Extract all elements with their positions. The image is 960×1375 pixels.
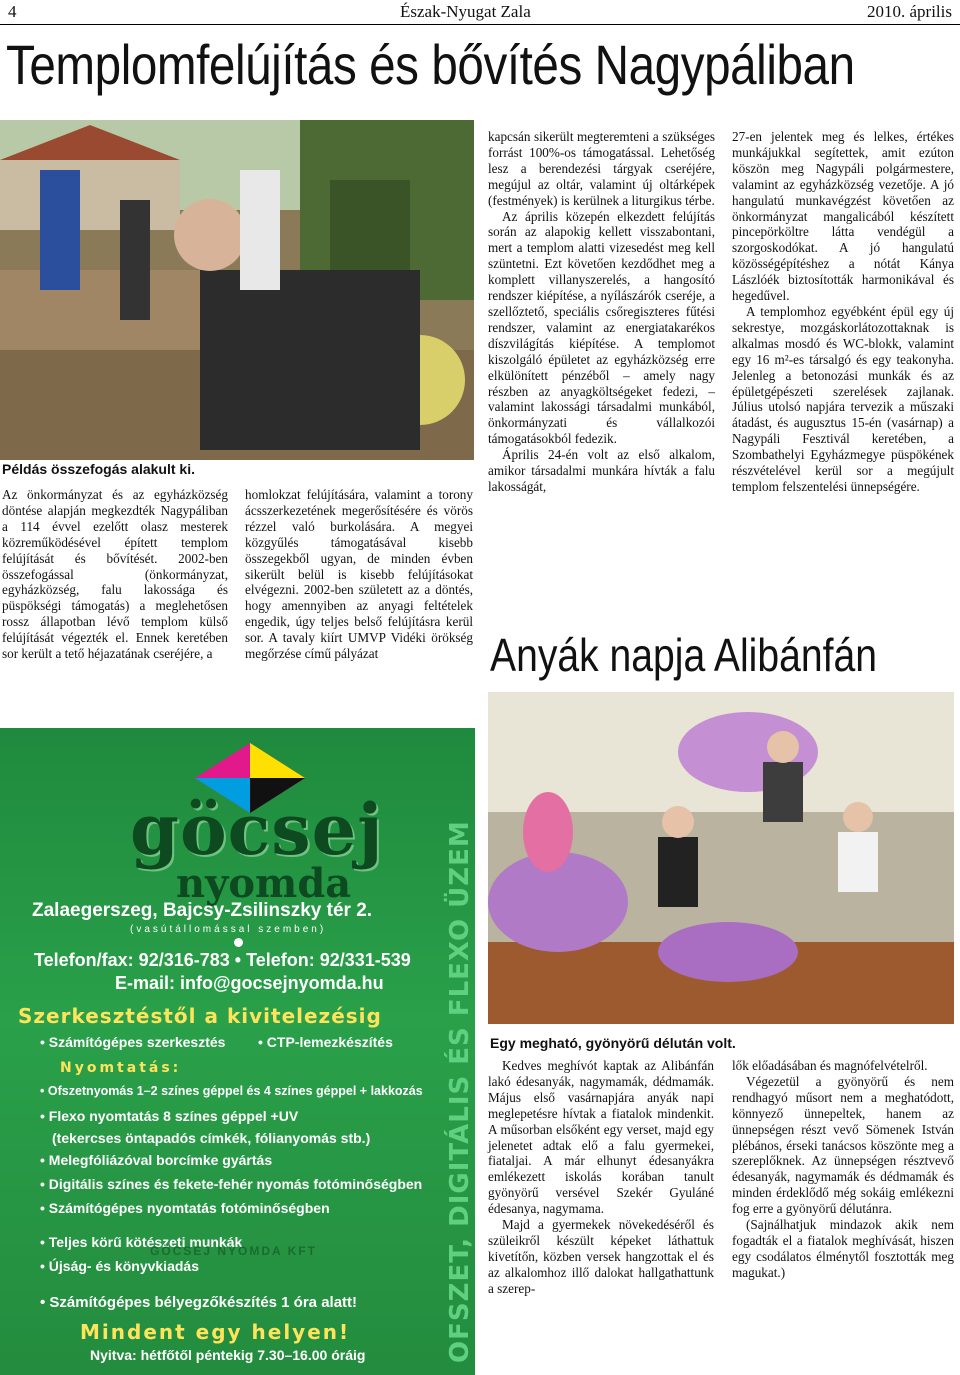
- article2-column-2: [732, 1058, 954, 1281]
- paragraph: lők előadásában és magnófelvételről.: [732, 1058, 928, 1073]
- paragraph: Végezetül a gyönyörű és nem rendhagyó műsort nem a meghatódott, könnyező ünnepeltek, hanem az ünnepségen részt vevő Sömenek István plébános, érseki tanácsos köszönte meg a szereplőknek. Az ünnepségen résztvevő édesanyák, nagymamák és dédmamák és minden érdeklődő még sokáig emlékezni fog erre a gyönyörű délutánra.: [732, 1073, 954, 1217]
- paragraph: Kedves meghívót kaptak az Alibánfán lakó édesanyák, nagymamák, dédmamák. Május első vasárnapjára anyák napi meglepetésre hívtak a fiatalok mindenkit. A műsorban elsőként egy verset, majd egy jelenetet adtak elő a falu gyermekei, fiataljai. A már elhunyt édesanyákra emlékezett iskolás korában tanult gyönyörű versével Szekér Gyuláné édesanya, nagymama.: [488, 1058, 714, 1217]
- paragraph: homlokzat felújítására, valamint a torony ácsszerkezetének megerősítésére és vörös rézzel való burkolására. A megyei közgyűlés támogatásával kisebb összegekből ugyan, de minden évben sikerült belül is kisebb felújításokat elvégezni. 2002-ben született az a döntés, hogy amennyiben az anyagi feltételek engedik, úgy teljes belső felújításra kerül sor. A tavaly kiírt UMVP Vidéki örökség megőrzése című pályázat: [245, 487, 473, 662]
- ad-slogan: Szerkesztéstől a kivitelezésig: [18, 1004, 382, 1028]
- article1-headline: Templomfelújítás és bővítés Nagypáliban: [6, 33, 855, 96]
- bullet-icon: [234, 938, 243, 947]
- paper-name: Észak-Nyugat Zala: [400, 2, 531, 21]
- paragraph: 27-en jelentek meg és lelkes, értékes munkájukkal segítettek, amit ezúton köszön meg Nagypáli polgármestere, valamint az egyházközség vezetője. A jó hangulatú munkavégzést követően az önkormányzat mangalicából készített pincepörköltre látta vendégül a szorgoskodókat. A jó hangulatú közösségépítéshez a nótát Kánya Lászlóék biztosították harmonikával és hegedűvel.: [732, 129, 954, 304]
- paragraph: Majd a gyermekek növekedéséről és szüleikről készült képeket láthattuk kivetítőn, közben versek hangzottak el és az alkalomhoz illő dalokat hallgathattunk a szerep-: [488, 1217, 714, 1296]
- ad-printing-label: Nyomtatás:: [60, 1060, 182, 1076]
- paragraph: (Sajnálhatjuk mindazok akik nem fogadták el a fiatalok meghívását, hiszen egy csodálatos élménytől fosztották meg magukat.): [732, 1217, 954, 1280]
- article1-column-3: [488, 129, 715, 495]
- paragraph: Április 24-én volt az első alkalom, amikor társadalmi munkára hívták a falu lakosságát,: [488, 447, 715, 494]
- page-number: 4: [8, 2, 17, 21]
- article2-column-1: [488, 1058, 714, 1297]
- ad-service: • Flexo nyomtatás 8 színes géppel +UV: [40, 1108, 298, 1124]
- ad-email: E-mail: info@gocsejnyomda.hu: [115, 973, 384, 993]
- ad-logo-nyomda: nyomda: [176, 860, 352, 907]
- paragraph: kapcsán sikerült megteremteni a szükséges forrást 100%-os támogatással. Lehetőség lesz a berendezési tárgyak cseréjére, megújul az oltár, valamint új oltárképek (festmények) is kerülnek a liturgikus térbe.: [488, 129, 715, 208]
- ad-logo-gocsej: göcsej: [130, 788, 384, 871]
- ad-vertical-label: OFSZET, DIGITÁLIS ÉS FLEXO ÜZEM: [445, 820, 475, 1363]
- gocsej-nyomda-ad: [0, 728, 475, 1375]
- ad-phones: Telefon/fax: 92/316-783 • Telefon: 92/331-539: [34, 950, 411, 970]
- ad-address-sub: (vasútállomással szemben): [130, 924, 327, 935]
- ad-service: • Újság- és könyvkiadás: [40, 1258, 199, 1274]
- ad-building-sign: GÖCSEJ NYOMDA KFT: [150, 1244, 317, 1258]
- ad-opening-hours: Nyitva: hétfőtől péntekig 7.30–16.00 óráig: [90, 1347, 366, 1363]
- article1-column-4: [732, 129, 954, 495]
- ad-service: • Számítógépes nyomtatás fotóminőségben: [40, 1200, 330, 1216]
- ad-service: • Számítógépes szerkesztés: [40, 1034, 225, 1050]
- ad-service: • Digitális színes és fekete-fehér nyomás fotóminőségben: [40, 1176, 422, 1192]
- ad-service: • CTP-lemezkészítés: [258, 1034, 393, 1050]
- ad-service: • Teljes körű kötészeti munkák: [40, 1234, 242, 1250]
- article1-caption: Példás összefogás alakult ki.: [2, 461, 195, 477]
- issue-date: 2010. április: [867, 2, 952, 21]
- article2-caption: Egy megható, gyönyörű délután volt.: [490, 1035, 736, 1051]
- article2-headline: Anyák napja Alibánfán: [490, 629, 877, 681]
- article1-column-2: [245, 487, 473, 662]
- ad-all-in-one: Mindent egy helyen!: [80, 1320, 351, 1344]
- paragraph: A templomhoz egyébként épül egy új sekrestye, mozgáskorlátozottaknak is alkalmas mosdó és WC-blokk, valamint egy 16 m²-es társalgó és egy teakonyha. Jelenleg a betonozási munkák és az épületgépészeti szerelések zajlanak. Július utolsó napjára tervezik a műszaki átadást, és augusztus 15-én (vasárnap) a Nagypáli Fesztivál keretében, a Szombathelyi Egyházmegye püspökének részvételével kerül sor a megújult templom felszentelési ünnepségére.: [732, 303, 954, 494]
- paragraph: Az április közepén elkezdett felújítás során az alapokig kellett visszabontani, mert a templom alatti vizesedést meg kell szüntetni. Ezt követően kezdődhet meg a komplett villanyszerelés, a hangosító rendszer kiépítése, a nyílászárók cseréje, a szellőztető, speciális csőregiszteres fűtési rendszer, valamint az energiatakarékos díszvilágítás kiépítése. A templomot kiszolgáló épületet az egyházközség erre elkülönített pénzéből – amely nagy részben az anyagköltségeket fedezi, – valamint lakossági társadalmi munkából, önkormányzati és vállalkozói támogatásokból fedezik.: [488, 208, 715, 447]
- ad-service: • Számítógépes bélyegzőkészítés 1 óra alatt!: [40, 1294, 357, 1311]
- ad-service-note: (tekercses öntapadós címkék, fólianyomás stb.): [52, 1130, 371, 1146]
- article2-photo: [488, 692, 954, 1024]
- ad-service: • Ofszetnyomás 1–2 színes géppel és 4 színes géppel + lakkozás: [40, 1084, 423, 1098]
- ad-address: Zalaegerszeg, Bajcsy-Zsilinszky tér 2.: [32, 900, 373, 921]
- ad-service: • Melegfóliázóval borcímke gyártás: [40, 1152, 272, 1168]
- article1-column-1: [2, 487, 228, 662]
- article1-photo: [0, 120, 474, 460]
- paragraph: Az önkormányzat és az egyházközség döntése alapján megkezdték Nagypáliban a 114 évvel ezelőtt olasz mesterek közreműködésével épített templom felújítását és bővítését. 2002-ben összefogással (önkormányzat, egyházközség, falu lakossága és püspökségi támogatás) a meglehetősen rossz állapotban lévő templom külső felújítását végezték el. Ennek keretében sor került a tető héjazatának cseréjére, a: [2, 487, 228, 662]
- ad-vertical-text: [445, 820, 475, 1363]
- header-rule: [0, 24, 960, 25]
